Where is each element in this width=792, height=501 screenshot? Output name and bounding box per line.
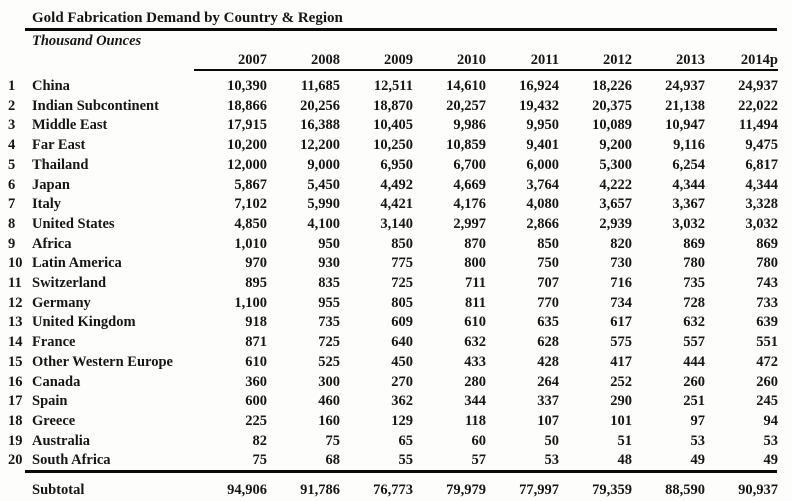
- value-cell: 600: [245, 393, 267, 410]
- table-row: [8, 294, 778, 314]
- value-cell: 3,764: [526, 176, 559, 193]
- value-cell: 1,010: [234, 235, 267, 252]
- value-cell: 735: [318, 314, 340, 331]
- country-name: France: [32, 334, 76, 351]
- country-name: Germany: [32, 294, 91, 311]
- value-cell: 3,367: [672, 196, 705, 213]
- value-cell: 20,375: [592, 97, 632, 114]
- value-cell: 160: [318, 412, 340, 429]
- subtotal-label: Subtotal: [32, 482, 85, 499]
- country-name: Africa: [32, 235, 72, 252]
- value-cell: 5,990: [307, 196, 340, 213]
- value-cell: 918: [245, 314, 267, 331]
- table-row: [8, 136, 778, 156]
- year-header-2014p: 2014p: [705, 50, 778, 70]
- value-cell: 869: [683, 235, 705, 252]
- value-cell: 780: [683, 255, 705, 272]
- value-cell: 6,254: [672, 156, 705, 173]
- value-cell: 3,140: [380, 215, 413, 232]
- row-number: 15: [8, 353, 23, 370]
- year-header-2013: 2013: [632, 50, 705, 70]
- value-cell: 2,939: [599, 215, 632, 232]
- value-cell: 17,915: [227, 117, 267, 134]
- value-cell: 811: [465, 294, 486, 311]
- value-cell: 3,032: [672, 215, 705, 232]
- table-row: [8, 432, 778, 452]
- value-cell: 6,000: [526, 156, 559, 173]
- value-cell: 950: [318, 235, 340, 252]
- value-cell: 94: [763, 412, 778, 429]
- value-cell: 9,200: [599, 137, 632, 154]
- row-number: 7: [8, 196, 16, 213]
- table-row: [8, 176, 778, 196]
- value-cell: 65: [398, 432, 413, 449]
- subtotal-value: 76,773: [373, 482, 413, 499]
- value-cell: 129: [391, 412, 413, 429]
- value-cell: 1,100: [234, 294, 267, 311]
- row-number: 9: [8, 235, 16, 252]
- table-row: [8, 353, 778, 373]
- value-cell: 260: [756, 373, 778, 390]
- table-row: [8, 412, 778, 432]
- value-cell: 20,256: [300, 97, 340, 114]
- subtotal-value: 88,590: [665, 482, 705, 499]
- country-name: Italy: [32, 196, 61, 213]
- row-number: 16: [8, 373, 23, 390]
- country-name: Other Western Europe: [32, 353, 173, 370]
- subtotal-rule: [25, 470, 777, 473]
- value-cell: 344: [464, 393, 486, 410]
- value-cell: 107: [537, 412, 559, 429]
- table-row: [8, 392, 778, 412]
- value-cell: 9,950: [526, 117, 559, 134]
- value-cell: 360: [245, 373, 267, 390]
- value-cell: 2,866: [526, 215, 559, 232]
- country-name: United States: [32, 215, 115, 232]
- value-cell: 472: [756, 353, 778, 370]
- row-number: 5: [8, 156, 16, 173]
- value-cell: 5,867: [234, 176, 267, 193]
- value-cell: 300: [318, 373, 340, 390]
- value-cell: 9,986: [453, 117, 486, 134]
- value-cell: 290: [610, 393, 632, 410]
- table-row: [8, 70, 778, 97]
- value-cell: 101: [610, 412, 632, 429]
- row-number-header: [8, 50, 32, 70]
- value-cell: 4,421: [380, 196, 413, 213]
- value-cell: 743: [756, 275, 778, 292]
- value-cell: 21,138: [665, 97, 705, 114]
- row-number: 8: [8, 215, 16, 232]
- table-row: [8, 97, 778, 117]
- row-number: 4: [8, 137, 16, 154]
- value-cell: 19,432: [519, 97, 559, 114]
- country-name: Indian Subcontinent: [32, 97, 159, 114]
- value-cell: 10,390: [227, 78, 267, 94]
- value-cell: 362: [391, 393, 413, 410]
- value-cell: 850: [537, 235, 559, 252]
- country-name: Spain: [32, 393, 68, 410]
- value-cell: 3,657: [599, 196, 632, 213]
- value-cell: 252: [610, 373, 632, 390]
- value-cell: 16,924: [519, 78, 559, 94]
- value-cell: 12,200: [300, 137, 340, 154]
- value-cell: 733: [756, 294, 778, 311]
- value-cell: 417: [610, 353, 632, 370]
- value-cell: 930: [318, 255, 340, 272]
- value-cell: 260: [683, 373, 705, 390]
- value-cell: 270: [391, 373, 413, 390]
- subtotal-value: 90,937: [738, 482, 778, 499]
- value-cell: 75: [252, 452, 267, 469]
- value-cell: 557: [683, 334, 705, 351]
- value-cell: 735: [683, 275, 705, 292]
- country-name: Middle East: [32, 117, 108, 134]
- table-row: [8, 235, 778, 255]
- value-cell: 4,100: [307, 215, 340, 232]
- value-cell: 2,997: [453, 215, 486, 232]
- value-cell: 60: [471, 432, 486, 449]
- value-cell: 609: [391, 314, 413, 331]
- gold-demand-table: [8, 50, 778, 501]
- value-cell: 20,257: [446, 97, 486, 114]
- value-cell: 4,492: [380, 176, 413, 193]
- value-cell: 51: [617, 432, 632, 449]
- subtotal-value: 91,786: [300, 482, 340, 499]
- value-cell: 10,089: [592, 117, 632, 134]
- value-cell: 460: [318, 393, 340, 410]
- subtotal-row: [8, 471, 778, 501]
- country-name: Australia: [32, 432, 90, 449]
- value-cell: 4,222: [599, 176, 632, 193]
- value-cell: 3,032: [745, 215, 778, 232]
- value-cell: 725: [391, 275, 413, 292]
- table-row: [8, 333, 778, 353]
- table-body: [8, 70, 778, 471]
- year-header-2010: 2010: [413, 50, 486, 70]
- value-cell: 18,866: [227, 97, 267, 114]
- value-cell: 53: [763, 432, 778, 449]
- value-cell: 870: [464, 235, 486, 252]
- value-cell: 716: [610, 275, 632, 292]
- country-name: Far East: [32, 137, 86, 154]
- value-cell: 725: [318, 334, 340, 351]
- value-cell: 6,700: [453, 156, 486, 173]
- value-cell: 711: [465, 275, 486, 292]
- value-cell: 251: [683, 393, 705, 410]
- value-cell: 22,022: [738, 97, 778, 114]
- table-row: [8, 215, 778, 235]
- value-cell: 48: [617, 452, 632, 469]
- row-number: 6: [8, 176, 16, 193]
- value-cell: 5,300: [599, 156, 632, 173]
- value-cell: 11,494: [738, 117, 778, 134]
- value-cell: 628: [537, 334, 559, 351]
- table-title: Gold Fabrication Demand by Country & Region: [32, 10, 343, 26]
- value-cell: 955: [318, 294, 340, 311]
- value-cell: 4,080: [526, 196, 559, 213]
- value-cell: 4,344: [672, 176, 705, 193]
- value-cell: 49: [690, 452, 705, 469]
- value-cell: 18,870: [373, 97, 413, 114]
- value-cell: 6,817: [745, 156, 778, 173]
- country-name: Canada: [32, 373, 81, 390]
- value-cell: 610: [464, 314, 486, 331]
- value-cell: 575: [610, 334, 632, 351]
- value-cell: 24,937: [665, 78, 705, 94]
- value-cell: 632: [464, 334, 486, 351]
- value-cell: 49: [763, 452, 778, 469]
- row-number: 20: [8, 452, 23, 469]
- country-name: United Kingdom: [32, 314, 136, 331]
- country-name: South Africa: [32, 452, 111, 469]
- value-cell: 4,176: [453, 196, 486, 213]
- value-cell: 14,610: [446, 78, 486, 94]
- country-name: China: [32, 77, 70, 94]
- value-cell: 9,475: [745, 137, 778, 154]
- country-name: Japan: [32, 176, 70, 193]
- subtotal-value: 94,906: [227, 482, 267, 499]
- value-cell: 10,859: [446, 137, 486, 154]
- year-header-2007: 2007: [194, 50, 267, 70]
- country-name: Latin America: [32, 255, 122, 272]
- value-cell: 225: [245, 412, 267, 429]
- value-cell: 551: [756, 334, 778, 351]
- table-row: [8, 254, 778, 274]
- row-number: 14: [8, 334, 23, 351]
- year-header-2009: 2009: [340, 50, 413, 70]
- value-cell: 428: [537, 353, 559, 370]
- value-cell: 800: [464, 255, 486, 272]
- subtotal-value: 77,997: [519, 482, 559, 499]
- value-cell: 707: [537, 275, 559, 292]
- subtotal-number-spacer: [8, 471, 32, 501]
- row-number: 12: [8, 294, 23, 311]
- value-cell: 6,950: [380, 156, 413, 173]
- value-cell: 835: [318, 275, 340, 292]
- units-label: Thousand Ounces: [32, 33, 142, 49]
- value-cell: 970: [245, 255, 267, 272]
- value-cell: 734: [610, 294, 632, 311]
- value-cell: 5,450: [307, 176, 340, 193]
- table-row: [8, 313, 778, 333]
- value-cell: 525: [318, 353, 340, 370]
- value-cell: 444: [683, 353, 705, 370]
- row-number: 19: [8, 432, 23, 449]
- table-row: [8, 195, 778, 215]
- row-number: 3: [8, 117, 16, 134]
- value-cell: 12,000: [227, 156, 267, 173]
- value-cell: 18,226: [592, 78, 632, 94]
- table-row: [8, 274, 778, 294]
- value-cell: 750: [537, 255, 559, 272]
- value-cell: 337: [537, 393, 559, 410]
- value-cell: 617: [610, 314, 632, 331]
- value-cell: 82: [252, 432, 267, 449]
- value-cell: 68: [325, 452, 340, 469]
- country-name: Greece: [32, 412, 76, 429]
- value-cell: 871: [245, 334, 267, 351]
- table-row: [8, 451, 778, 471]
- value-cell: 50: [544, 432, 559, 449]
- value-cell: 4,344: [745, 176, 778, 193]
- value-cell: 820: [610, 235, 632, 252]
- value-cell: 780: [756, 255, 778, 272]
- value-cell: 433: [464, 353, 486, 370]
- subtotal-value: 79,979: [446, 482, 486, 499]
- value-cell: 610: [245, 353, 267, 370]
- value-cell: 805: [391, 294, 413, 311]
- row-number: 11: [8, 275, 22, 292]
- value-cell: 280: [464, 373, 486, 390]
- row-number: 13: [8, 314, 23, 331]
- year-header-2008: 2008: [267, 50, 340, 70]
- value-cell: 11,685: [300, 78, 340, 94]
- country-name: Thailand: [32, 156, 89, 173]
- value-cell: 12,511: [373, 78, 413, 94]
- year-header-row: [8, 50, 778, 70]
- value-cell: 850: [391, 235, 413, 252]
- value-cell: 775: [391, 255, 413, 272]
- value-cell: 97: [690, 412, 705, 429]
- year-header-2012: 2012: [559, 50, 632, 70]
- table-row: [8, 156, 778, 176]
- value-cell: 16,388: [300, 117, 340, 134]
- value-cell: 3,328: [745, 196, 778, 213]
- row-number: 17: [8, 393, 23, 410]
- country-header: [32, 50, 194, 70]
- value-cell: 635: [537, 314, 559, 331]
- value-cell: 770: [537, 294, 559, 311]
- value-cell: 730: [610, 255, 632, 272]
- value-cell: 10,200: [227, 137, 267, 154]
- value-cell: 10,947: [665, 117, 705, 134]
- value-cell: 53: [544, 452, 559, 469]
- country-name: Switzerland: [32, 275, 107, 292]
- value-cell: 9,401: [526, 137, 559, 154]
- value-cell: 640: [391, 334, 413, 351]
- value-cell: 4,669: [453, 176, 486, 193]
- title-rule: [25, 28, 777, 31]
- row-number: 2: [8, 97, 16, 114]
- value-cell: 53: [690, 432, 705, 449]
- row-number: 1: [8, 77, 16, 94]
- value-cell: 632: [683, 314, 705, 331]
- table-row: [8, 116, 778, 136]
- value-cell: 118: [465, 412, 486, 429]
- subtotal-value: 79,359: [592, 482, 632, 499]
- value-cell: 9,116: [673, 137, 705, 154]
- value-cell: 639: [756, 314, 778, 331]
- value-cell: 728: [683, 294, 705, 311]
- value-cell: 9,000: [307, 156, 340, 173]
- value-cell: 450: [391, 353, 413, 370]
- value-cell: 7,102: [234, 196, 267, 213]
- value-cell: 4,850: [234, 215, 267, 232]
- year-header-2011: 2011: [486, 50, 559, 70]
- value-cell: 55: [398, 452, 413, 469]
- value-cell: 57: [471, 452, 486, 469]
- value-cell: 10,405: [373, 117, 413, 134]
- value-cell: 264: [537, 373, 559, 390]
- value-cell: 895: [245, 275, 267, 292]
- row-number: 18: [8, 412, 23, 429]
- table-row: [8, 373, 778, 393]
- row-number: 10: [8, 255, 23, 272]
- value-cell: 869: [756, 235, 778, 252]
- value-cell: 24,937: [738, 78, 778, 94]
- value-cell: 10,250: [373, 137, 413, 154]
- value-cell: 75: [325, 432, 340, 449]
- value-cell: 245: [756, 393, 778, 410]
